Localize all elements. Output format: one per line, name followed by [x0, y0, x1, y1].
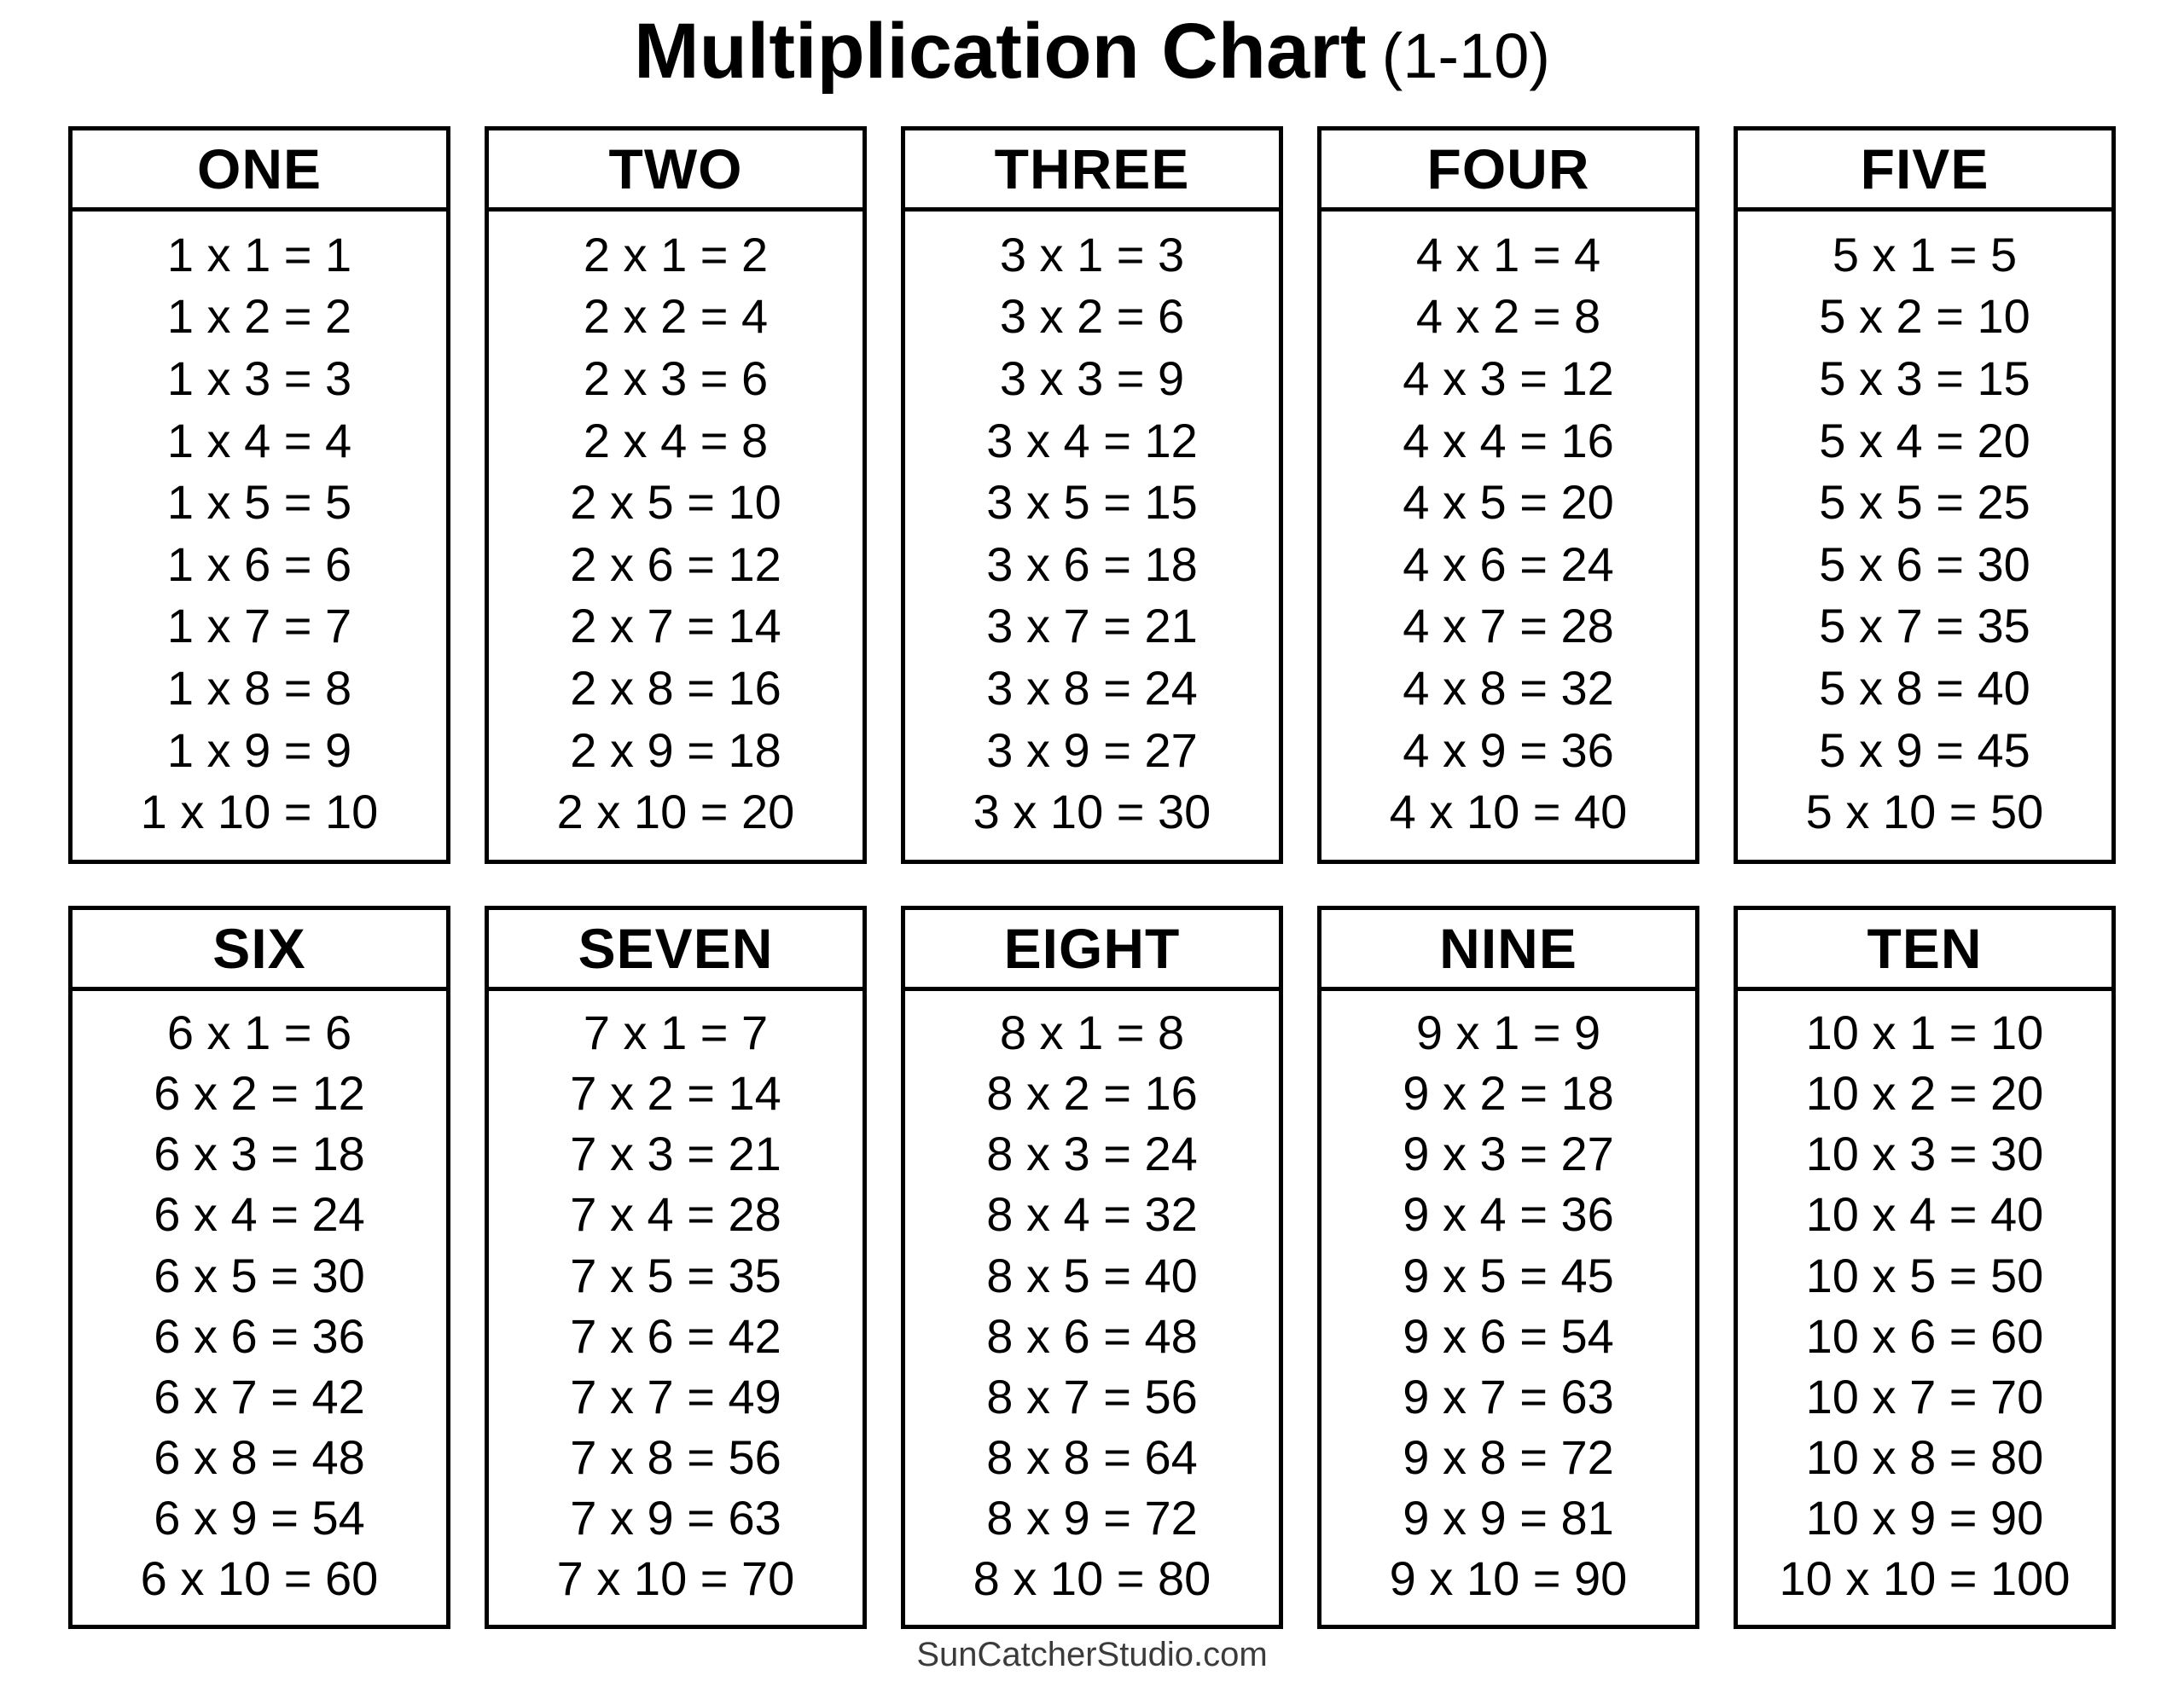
fact-row: 3 x 9 = 27	[986, 722, 1198, 777]
fact-row: 7 x 10 = 70	[556, 1551, 795, 1605]
table-header-four: FOUR	[1321, 130, 1695, 212]
fact-row: 9 x 8 = 72	[1403, 1429, 1614, 1484]
fact-row: 2 x 3 = 6	[583, 351, 769, 406]
fact-row: 8 x 1 = 8	[999, 1006, 1185, 1060]
fact-row: 9 x 1 = 9	[1415, 1006, 1601, 1060]
fact-row: 1 x 1 = 1	[166, 227, 352, 281]
title-main: Multiplication Chart	[633, 8, 1367, 95]
multiplication-tables-grid	[68, 126, 2116, 1629]
fact-row: 4 x 6 = 24	[1403, 536, 1614, 591]
fact-row: 1 x 10 = 10	[140, 785, 379, 839]
table-header-five: FIVE	[1738, 130, 2111, 212]
fact-row: 10 x 9 = 90	[1805, 1490, 2044, 1545]
fact-row: 4 x 8 = 32	[1403, 661, 1614, 716]
table-body-six	[73, 991, 446, 1625]
fact-row: 1 x 5 = 5	[166, 475, 352, 530]
fact-row: 3 x 1 = 3	[999, 227, 1185, 281]
fact-row: 7 x 2 = 14	[570, 1066, 781, 1121]
fact-row: 1 x 9 = 9	[166, 722, 352, 777]
fact-row: 8 x 7 = 56	[986, 1369, 1198, 1423]
fact-row: 10 x 3 = 30	[1805, 1127, 2044, 1181]
fact-row: 7 x 1 = 7	[583, 1006, 769, 1060]
fact-row: 10 x 2 = 20	[1805, 1066, 2044, 1121]
footer	[0, 1632, 2184, 1677]
table-card-five	[1734, 126, 2116, 864]
fact-row: 2 x 2 = 4	[583, 289, 769, 344]
fact-row: 10 x 8 = 80	[1805, 1429, 2044, 1484]
fact-row: 1 x 7 = 7	[166, 599, 352, 653]
table-header-one: ONE	[73, 130, 446, 212]
fact-row: 2 x 6 = 12	[570, 536, 781, 591]
fact-row: 3 x 6 = 18	[986, 536, 1198, 591]
table-header-three: THREE	[905, 130, 1279, 212]
fact-row: 6 x 6 = 36	[154, 1308, 365, 1363]
fact-row: 7 x 7 = 49	[570, 1369, 781, 1423]
fact-row: 5 x 6 = 30	[1819, 536, 2030, 591]
fact-row: 6 x 9 = 54	[154, 1490, 365, 1545]
fact-row: 10 x 10 = 100	[1779, 1551, 2071, 1605]
fact-row: 7 x 9 = 63	[570, 1490, 781, 1545]
table-header-seven: SEVEN	[489, 910, 863, 991]
fact-row: 2 x 7 = 14	[570, 599, 781, 653]
fact-row: 1 x 3 = 3	[166, 351, 352, 406]
fact-row: 6 x 5 = 30	[154, 1248, 365, 1302]
fact-row: 7 x 5 = 35	[570, 1248, 781, 1302]
fact-row: 1 x 6 = 6	[166, 536, 352, 591]
fact-row: 5 x 9 = 45	[1819, 722, 2030, 777]
fact-row: 9 x 10 = 90	[1389, 1551, 1628, 1605]
fact-row: 7 x 8 = 56	[570, 1429, 781, 1484]
fact-row: 4 x 10 = 40	[1389, 785, 1628, 839]
fact-row: 4 x 3 = 12	[1403, 351, 1614, 406]
fact-row: 4 x 7 = 28	[1403, 599, 1614, 653]
table-card-ten	[1734, 906, 2116, 1629]
page-title	[0, 5, 2184, 120]
fact-row: 5 x 7 = 35	[1819, 599, 2030, 653]
fact-row: 6 x 3 = 18	[154, 1127, 365, 1181]
fact-row: 2 x 5 = 10	[570, 475, 781, 530]
table-card-nine	[1317, 906, 1699, 1629]
table-body-one	[73, 212, 446, 860]
fact-row: 3 x 7 = 21	[986, 599, 1198, 653]
fact-row: 6 x 2 = 12	[154, 1066, 365, 1121]
fact-row: 8 x 10 = 80	[973, 1551, 1211, 1605]
table-card-three	[901, 126, 1283, 864]
table-body-nine	[1321, 991, 1695, 1625]
table-body-ten	[1738, 991, 2111, 1625]
table-card-six	[68, 906, 450, 1629]
fact-row: 10 x 1 = 10	[1805, 1006, 2044, 1060]
fact-row: 2 x 8 = 16	[570, 661, 781, 716]
fact-row: 9 x 2 = 18	[1403, 1066, 1614, 1121]
fact-row: 10 x 5 = 50	[1805, 1248, 2044, 1302]
footer-credit: SunCatcherStudio.com	[916, 1636, 1268, 1673]
fact-row: 4 x 9 = 36	[1403, 722, 1614, 777]
fact-row: 10 x 4 = 40	[1805, 1187, 2044, 1242]
table-body-seven	[489, 991, 863, 1625]
fact-row: 8 x 2 = 16	[986, 1066, 1198, 1121]
fact-row: 4 x 5 = 20	[1403, 475, 1614, 530]
table-header-eight: EIGHT	[905, 910, 1279, 991]
fact-row: 8 x 5 = 40	[986, 1248, 1198, 1302]
table-body-three	[905, 212, 1279, 860]
fact-row: 8 x 8 = 64	[986, 1429, 1198, 1484]
fact-row: 7 x 4 = 28	[570, 1187, 781, 1242]
fact-row: 5 x 2 = 10	[1819, 289, 2030, 344]
fact-row: 3 x 3 = 9	[999, 351, 1185, 406]
fact-row: 9 x 5 = 45	[1403, 1248, 1614, 1302]
fact-row: 5 x 1 = 5	[1832, 227, 2018, 281]
fact-row: 6 x 8 = 48	[154, 1429, 365, 1484]
fact-row: 8 x 6 = 48	[986, 1308, 1198, 1363]
table-card-two	[485, 126, 867, 864]
fact-row: 3 x 8 = 24	[986, 661, 1198, 716]
fact-row: 6 x 1 = 6	[166, 1006, 352, 1060]
fact-row: 3 x 5 = 15	[986, 475, 1198, 530]
fact-row: 3 x 2 = 6	[999, 289, 1185, 344]
table-body-two	[489, 212, 863, 860]
fact-row: 6 x 10 = 60	[140, 1551, 379, 1605]
fact-row: 5 x 8 = 40	[1819, 661, 2030, 716]
fact-row: 7 x 3 = 21	[570, 1127, 781, 1181]
fact-row: 1 x 4 = 4	[166, 413, 352, 467]
fact-row: 9 x 6 = 54	[1403, 1308, 1614, 1363]
fact-row: 4 x 4 = 16	[1403, 413, 1614, 467]
fact-row: 4 x 2 = 8	[1415, 289, 1601, 344]
fact-row: 2 x 10 = 20	[556, 785, 795, 839]
fact-row: 7 x 6 = 42	[570, 1308, 781, 1363]
table-card-one	[68, 126, 450, 864]
fact-row: 5 x 10 = 50	[1805, 785, 2044, 839]
fact-row: 8 x 9 = 72	[986, 1490, 1198, 1545]
fact-row: 6 x 4 = 24	[154, 1187, 365, 1242]
table-card-four	[1317, 126, 1699, 864]
fact-row: 1 x 8 = 8	[166, 661, 352, 716]
table-card-seven	[485, 906, 867, 1629]
fact-row: 1 x 2 = 2	[166, 289, 352, 344]
fact-row: 8 x 3 = 24	[986, 1127, 1198, 1181]
table-body-eight	[905, 991, 1279, 1625]
fact-row: 9 x 9 = 81	[1403, 1490, 1614, 1545]
fact-row: 5 x 5 = 25	[1819, 475, 2030, 530]
fact-row: 6 x 7 = 42	[154, 1369, 365, 1423]
fact-row: 3 x 4 = 12	[986, 413, 1198, 467]
table-header-nine: NINE	[1321, 910, 1695, 991]
fact-row: 2 x 4 = 8	[583, 413, 769, 467]
table-header-six: SIX	[73, 910, 446, 991]
table-body-four	[1321, 212, 1695, 860]
table-header-two: TWO	[489, 130, 863, 212]
table-header-ten: TEN	[1738, 910, 2111, 991]
title-suffix: (1-10)	[1381, 20, 1551, 91]
fact-row: 9 x 4 = 36	[1403, 1187, 1614, 1242]
fact-row: 4 x 1 = 4	[1415, 227, 1601, 281]
fact-row: 3 x 10 = 30	[973, 785, 1211, 839]
fact-row: 8 x 4 = 32	[986, 1187, 1198, 1242]
table-card-eight	[901, 906, 1283, 1629]
fact-row: 5 x 4 = 20	[1819, 413, 2030, 467]
fact-row: 2 x 9 = 18	[570, 722, 781, 777]
fact-row: 9 x 7 = 63	[1403, 1369, 1614, 1423]
fact-row: 5 x 3 = 15	[1819, 351, 2030, 406]
fact-row: 9 x 3 = 27	[1403, 1127, 1614, 1181]
fact-row: 2 x 1 = 2	[583, 227, 769, 281]
fact-row: 10 x 7 = 70	[1805, 1369, 2044, 1423]
table-body-five	[1738, 212, 2111, 860]
fact-row: 10 x 6 = 60	[1805, 1308, 2044, 1363]
